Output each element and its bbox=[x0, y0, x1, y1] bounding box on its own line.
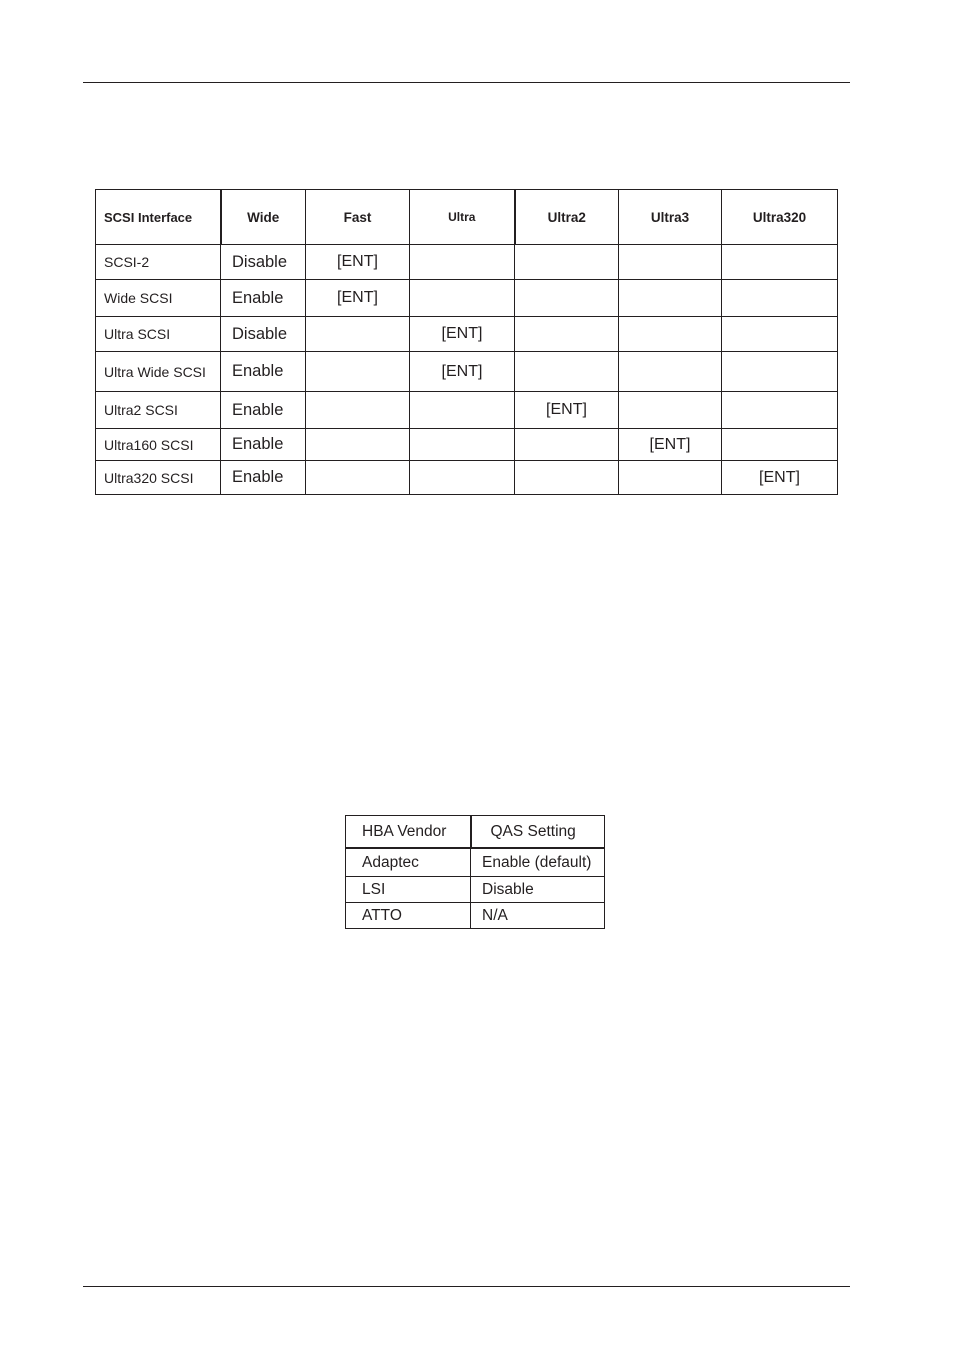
cell-ultra3 bbox=[619, 317, 722, 352]
table-row bbox=[346, 903, 605, 929]
cell-fast bbox=[306, 461, 410, 495]
col-header-qas-setting: QAS Setting bbox=[471, 816, 605, 849]
cell-wide: Disable bbox=[221, 245, 306, 280]
cell-qas: Enable (default) bbox=[471, 848, 605, 877]
cell-interface: Ultra160 SCSI bbox=[96, 429, 221, 461]
cell-interface: Ultra SCSI bbox=[96, 317, 221, 352]
cell-ultra2 bbox=[515, 245, 619, 280]
cell-ultra2 bbox=[515, 429, 619, 461]
cell-fast bbox=[306, 352, 410, 392]
cell-interface: Ultra2 SCSI bbox=[96, 392, 221, 429]
cell-ultra320 bbox=[722, 280, 838, 317]
cell-wide: Enable bbox=[221, 392, 306, 429]
cell-ultra3: [ENT] bbox=[619, 429, 722, 461]
cell-wide: Disable bbox=[221, 317, 306, 352]
table-row bbox=[96, 392, 838, 429]
col-header-scsi-interface: SCSI Interface bbox=[96, 190, 221, 245]
cell-vendor: Adaptec bbox=[346, 848, 471, 877]
cell-ultra3 bbox=[619, 352, 722, 392]
cell-ultra320 bbox=[722, 352, 838, 392]
cell-interface: Ultra Wide SCSI bbox=[96, 352, 221, 392]
cell-interface: Ultra320 SCSI bbox=[96, 461, 221, 495]
cell-ultra3 bbox=[619, 280, 722, 317]
table-row bbox=[96, 280, 838, 317]
cell-fast bbox=[306, 317, 410, 352]
cell-fast bbox=[306, 392, 410, 429]
cell-qas: Disable bbox=[471, 877, 605, 903]
cell-ultra2 bbox=[515, 461, 619, 495]
cell-fast: [ENT] bbox=[306, 245, 410, 280]
cell-vendor: ATTO bbox=[346, 903, 471, 929]
cell-vendor: LSI bbox=[346, 877, 471, 903]
cell-wide: Enable bbox=[221, 280, 306, 317]
cell-ultra3 bbox=[619, 461, 722, 495]
cell-wide: Enable bbox=[221, 461, 306, 495]
cell-ultra2 bbox=[515, 352, 619, 392]
col-header-ultra: Ultra bbox=[410, 190, 515, 245]
table-row bbox=[96, 245, 838, 280]
cell-ultra bbox=[410, 461, 515, 495]
qas-setting-table bbox=[345, 815, 605, 929]
header-rule bbox=[83, 82, 850, 83]
cell-qas: N/A bbox=[471, 903, 605, 929]
table-row bbox=[96, 317, 838, 352]
col-header-wide: Wide bbox=[221, 190, 306, 245]
cell-fast bbox=[306, 429, 410, 461]
cell-ultra: [ENT] bbox=[410, 352, 515, 392]
table-header-row bbox=[96, 190, 838, 245]
table-row bbox=[346, 848, 605, 877]
cell-ultra bbox=[410, 429, 515, 461]
cell-ultra320 bbox=[722, 317, 838, 352]
table-row bbox=[346, 877, 605, 903]
cell-ultra: [ENT] bbox=[410, 317, 515, 352]
cell-interface: SCSI-2 bbox=[96, 245, 221, 280]
cell-ultra bbox=[410, 245, 515, 280]
cell-ultra bbox=[410, 280, 515, 317]
cell-wide: Enable bbox=[221, 352, 306, 392]
cell-ultra320: [ENT] bbox=[722, 461, 838, 495]
cell-ultra320 bbox=[722, 245, 838, 280]
cell-interface: Wide SCSI bbox=[96, 280, 221, 317]
table-row bbox=[96, 429, 838, 461]
cell-ultra320 bbox=[722, 392, 838, 429]
cell-ultra2 bbox=[515, 317, 619, 352]
cell-wide: Enable bbox=[221, 429, 306, 461]
cell-ultra3 bbox=[619, 392, 722, 429]
col-header-fast: Fast bbox=[306, 190, 410, 245]
col-header-ultra2: Ultra2 bbox=[515, 190, 619, 245]
table-header-row bbox=[346, 816, 605, 849]
cell-ultra2: [ENT] bbox=[515, 392, 619, 429]
col-header-ultra320: Ultra320 bbox=[722, 190, 838, 245]
col-header-ultra3: Ultra3 bbox=[619, 190, 722, 245]
footer-rule bbox=[83, 1286, 850, 1287]
cell-ultra320 bbox=[722, 429, 838, 461]
table-row bbox=[96, 352, 838, 392]
cell-ultra3 bbox=[619, 245, 722, 280]
cell-ultra2 bbox=[515, 280, 619, 317]
scsi-interface-table bbox=[95, 189, 838, 495]
cell-fast: [ENT] bbox=[306, 280, 410, 317]
table-row bbox=[96, 461, 838, 495]
cell-ultra bbox=[410, 392, 515, 429]
col-header-hba-vendor: HBA Vendor bbox=[346, 816, 471, 849]
